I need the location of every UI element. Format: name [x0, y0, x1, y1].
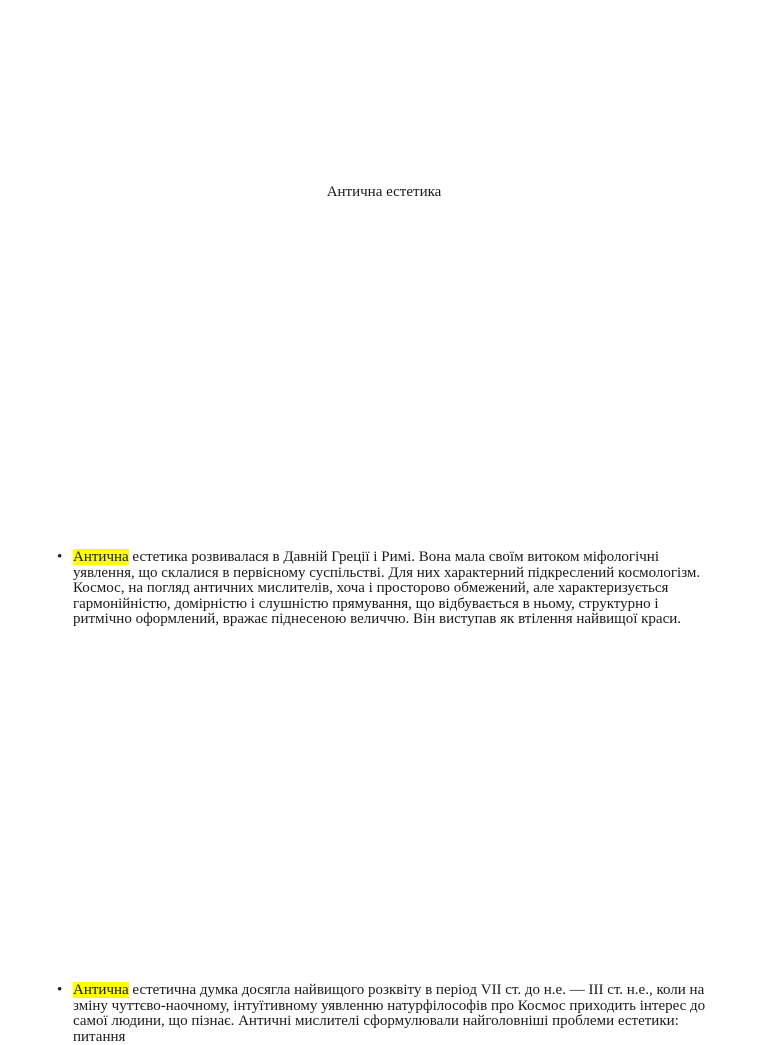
page-title: Антична естетика — [326, 184, 442, 200]
list-item — [57, 983, 717, 1045]
highlighted-term: Антична — [73, 982, 129, 998]
bullet-icon: • — [57, 982, 63, 998]
bullet-paragraph-1 — [57, 550, 717, 628]
paragraph-text — [73, 550, 717, 628]
bullet-icon: • — [57, 549, 63, 565]
list-item — [57, 550, 717, 628]
paragraph-body: естетика розвивалася в Давній Греції і Римі. Вона мала своїм витоком міфологічні уявлення, що склалися в первісному суспільстві. Для них характерний підкреслений космологізм. Космос, на погляд античних мислителів, хоча і просторово обмежений, але характеризується гармонійністю, домірністю і слушністю прямування, що відбувається в ньому, структурно і ритмічно оформлений, вражає піднесеною величчю. Він виступав як втілення найвищої краси. — [73, 549, 701, 628]
bullet-paragraph-2 — [57, 983, 717, 1045]
highlighted-term: Антична — [73, 549, 129, 565]
paragraph-text — [73, 983, 717, 1045]
paragraph-body: естетична думка досягла найвищого розквіту в період VII ст. до н.е. — III ст. н.е., коли на зміну чуттєво-наочному, інтуїтивному уявленню натурфілософів про Космос приходить інтерес до самої людини, що пізнає. Античні мислителі сформулювали найголовніші проблеми естетики: питання — [73, 982, 706, 1045]
